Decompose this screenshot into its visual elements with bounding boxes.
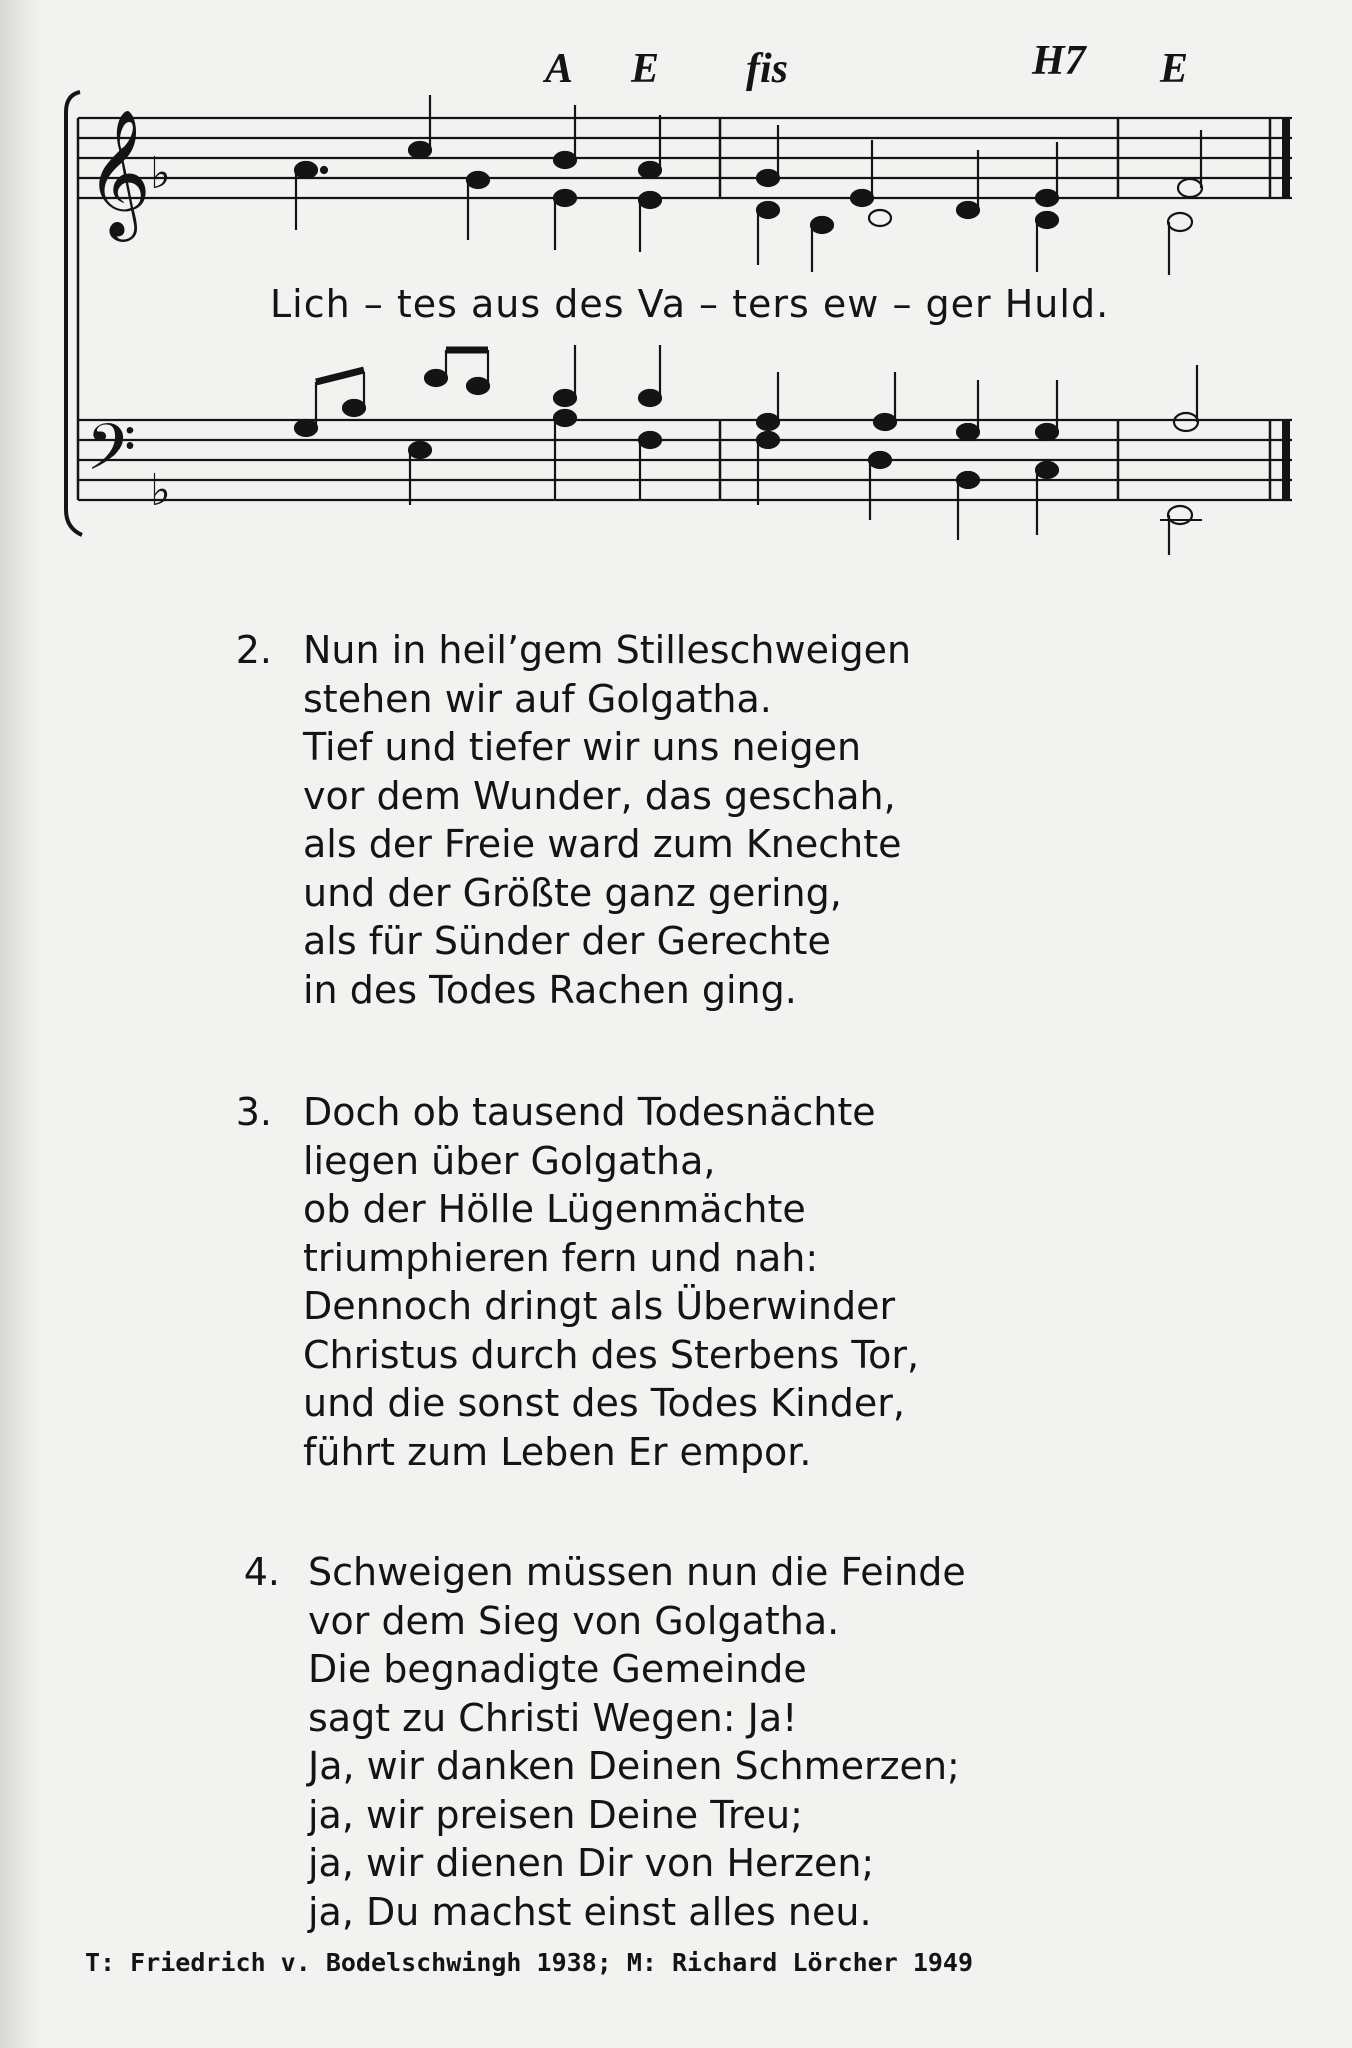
chord-symbol: fis [746,46,788,92]
music-score [0,0,1352,580]
treble-staff [78,118,1292,198]
bass-notes [295,345,1202,555]
verse-line: ja, Du machst einst alles neu. [308,1889,872,1934]
treble-notes [295,95,1202,275]
verse-line: ob der Hölle Lügenmächte [303,1187,806,1231]
verse-line: Tief und tiefer wir uns neigen [303,725,862,769]
verse-text [303,1088,919,1476]
verse-line: vor dem Wunder, das geschah, [303,773,896,818]
chord-symbol: E [1160,46,1189,92]
verse-number: 2. [235,628,272,672]
verse-line: triumphieren fern und nah: [303,1235,819,1280]
chord-symbol: E [631,46,660,92]
verse-line: als für Sünder der Gerechte [303,919,831,963]
verse-line: Nun in heil’gem Stilleschweigen [303,628,912,672]
chord-symbol: A [545,46,574,92]
verse-line: Schweigen müssen nun die Feinde [308,1550,966,1594]
verse-line: Dennoch dringt als Überwinder [303,1284,896,1328]
verse-line: sagt zu Christi Wegen: Ja! [308,1695,798,1740]
verse-text [303,626,911,1014]
verse-number: 4. [243,1550,280,1594]
verse-line: und die sonst des Todes Kinder, [303,1381,905,1425]
verse-line: Doch ob tausend Todesnächte [303,1090,876,1134]
verse-number: 3. [235,1090,272,1134]
verse-line: in des Todes Rachen ging. [303,967,797,1012]
flat-icon: ♭ [150,465,171,516]
verse-line: Ja, wir danken Deinen Schmerzen; [308,1744,960,1788]
verse-text [308,1548,966,1936]
verse-line: Christus durch des Sterbens Tor, [303,1332,920,1377]
author-credit: T: Friedrich v. Bodelschwingh 1938; M: Richard Lörcher 1949 [85,1948,974,1977]
verse-line: liegen über Golgatha, [303,1138,716,1183]
chord-symbol: H7 [1032,38,1086,84]
bass-staff [78,420,1292,500]
verse-line: ja, wir preisen Deine Treu; [308,1792,803,1837]
verse-line: als der Freie ward zum Knechte [303,822,902,866]
verse-line: ja, wir dienen Dir von Herzen; [308,1841,875,1885]
verse-line: und der Größte ganz gering, [303,870,842,915]
verse-line: Die begnadigte Gemeinde [308,1647,807,1691]
verse-line: führt zum Leben Er empor. [303,1429,812,1474]
verse-line: vor dem Sieg von Golgatha. [308,1598,840,1643]
flat-icon: ♭ [150,148,171,199]
treble-clef-icon: 𝄞 [86,108,152,236]
bass-clef-icon: 𝄢 [86,411,137,501]
verse-line: stehen wir auf Golgatha. [303,676,772,721]
lyric-line: Lich – tes aus des Va – ters ew – ger Huld. [270,282,1110,326]
